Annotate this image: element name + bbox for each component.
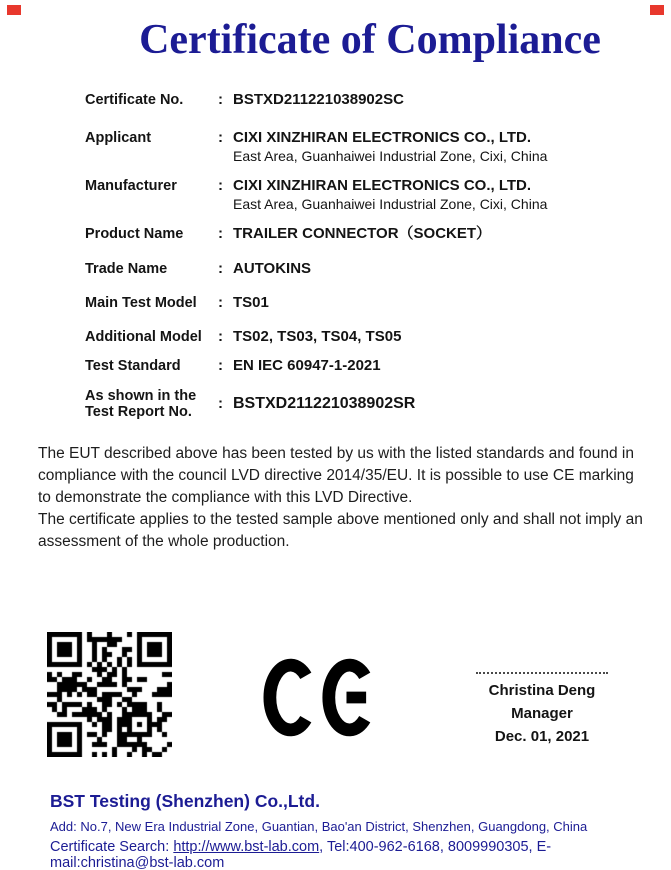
field-value: AUTOKINS: [233, 260, 312, 277]
field-value-line2: East Area, Guanhaiwei Industrial Zone, Cixi, China: [233, 148, 548, 164]
field-label: Applicant: [85, 130, 152, 146]
field-colon: :: [218, 294, 223, 311]
field-label-line2: Test Report No.: [85, 404, 192, 420]
field-value-group: [233, 178, 547, 212]
certificate-search-link[interactable]: http://www.bst-lab.com: [173, 839, 320, 855]
footer-company-name: BST Testing (Shenzhen) Co.,Ltd.: [50, 791, 320, 811]
field-value-group: [233, 130, 547, 164]
certificate-search-label: Certificate Search:: [50, 839, 174, 855]
field-label: Manufacturer: [85, 178, 177, 194]
field-row-product-name: [85, 226, 651, 242]
field-label: Certificate No.: [85, 92, 184, 108]
field-value: EN IEC 60947-1-2021: [233, 357, 381, 374]
footer-contact-info: , Tel:400-962-6168, 8009990305, E-mail:christina@bst-lab.com: [50, 839, 552, 870]
compliance-statement: [38, 443, 645, 553]
field-colon: :: [218, 129, 223, 146]
field-colon: :: [218, 91, 223, 108]
signatory-role: Manager: [511, 705, 573, 722]
field-value: TS01: [233, 294, 269, 311]
field-colon: :: [218, 395, 223, 412]
field-row-main-test-model: [85, 295, 651, 311]
footer-address: Add: No.7, New Era Industrial Zone, Guantian, Bao'an District, Shenzhen, Guangdong, China: [50, 819, 588, 834]
field-colon: :: [218, 260, 223, 277]
field-row-trade-name: [85, 261, 651, 277]
field-label: Main Test Model: [85, 295, 197, 311]
field-label-line1: As shown in the: [85, 388, 197, 404]
corner-mark-top-right-icon: [650, 5, 664, 15]
ce-mark-icon: [263, 658, 373, 737]
field-row-applicant: [85, 130, 651, 164]
field-colon: :: [218, 328, 223, 345]
signature-date: Dec. 01, 2021: [494, 728, 590, 745]
field-colon: :: [218, 177, 223, 194]
statement-paragraph-2: The certificate applies to the tested sample above mentioned only and shall not imply an assessment of the whole production.: [38, 511, 643, 550]
field-value: CIXI XINZHIRAN ELECTRONICS CO., LTD.: [233, 129, 532, 146]
field-value: TRAILER CONNECTOR（SOCKET）: [233, 225, 492, 242]
field-value: CIXI XINZHIRAN ELECTRONICS CO., LTD.: [233, 177, 532, 194]
field-label: Test Standard: [85, 358, 181, 374]
field-value: BSTXD211221038902SR: [233, 395, 416, 412]
field-row-additional-model: [85, 329, 651, 345]
signatory-name: Christina Deng: [488, 682, 596, 699]
qr-code-icon: [47, 632, 172, 757]
corner-mark-top-left-icon: [7, 5, 21, 15]
field-label: Additional Model: [85, 329, 202, 345]
signature-line: [476, 672, 608, 674]
signature-block: [468, 664, 616, 748]
field-row-manufacturer: [85, 178, 651, 212]
statement-paragraph-1: The EUT described above has been tested by us with the listed standards and found in compliance with the council LVD directive 2014/35/EU. It is possible to use CE marking to demonstrate the compliance with this LVD Directive.: [38, 445, 634, 506]
footer-search-line: [50, 839, 671, 870]
field-row-certificate-no: [85, 92, 651, 108]
field-label: Trade Name: [85, 261, 168, 277]
field-value: TS02, TS03, TS04, TS05: [233, 328, 402, 345]
field-colon: :: [218, 357, 223, 374]
field-label: Product Name: [85, 226, 184, 242]
field-value-line2: East Area, Guanhaiwei Industrial Zone, Cixi, China: [233, 196, 548, 212]
page-title: Certificate of Compliance: [139, 17, 601, 63]
field-row-test-report-no: [85, 388, 651, 420]
field-row-test-standard: [85, 358, 651, 374]
field-value: BSTXD211221038902SC: [233, 91, 404, 108]
field-colon: :: [218, 225, 223, 242]
field-label-group: [85, 388, 218, 420]
